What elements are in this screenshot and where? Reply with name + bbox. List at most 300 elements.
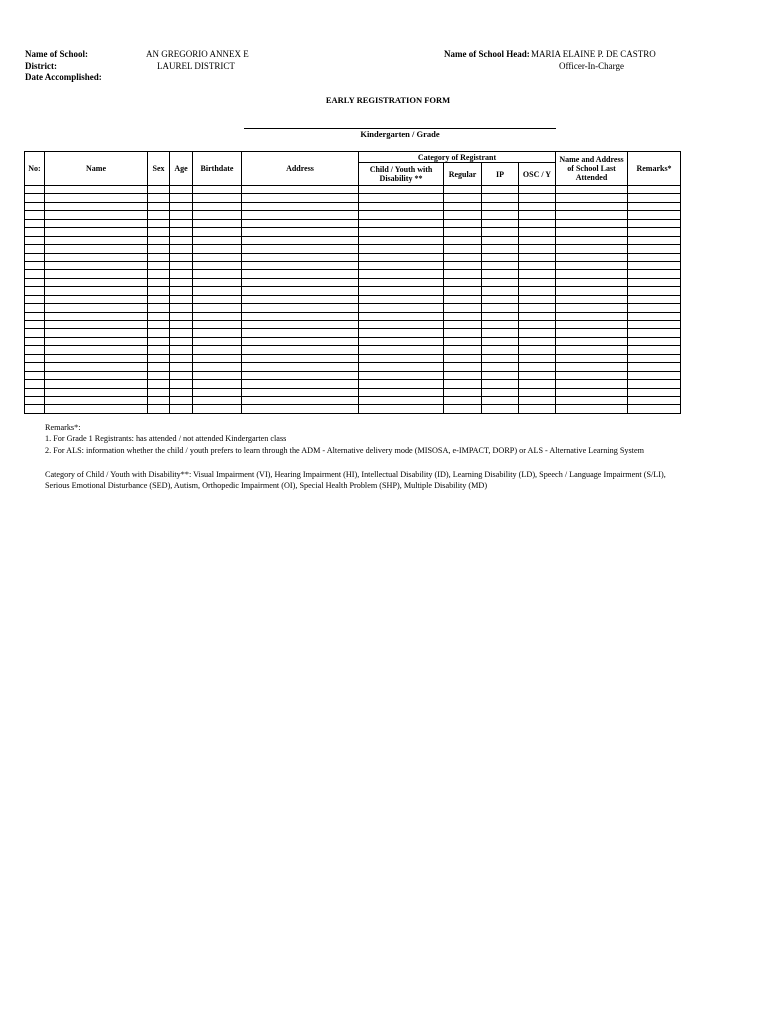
table-cell[interactable] — [242, 405, 359, 413]
table-cell[interactable] — [359, 354, 444, 362]
table-cell[interactable] — [628, 270, 681, 278]
table-cell[interactable] — [148, 321, 170, 329]
table-cell[interactable] — [556, 304, 628, 312]
table-cell[interactable] — [25, 346, 45, 354]
table-cell[interactable] — [556, 363, 628, 371]
table-cell[interactable] — [25, 278, 45, 286]
table-cell[interactable] — [193, 219, 242, 227]
table-cell[interactable] — [628, 312, 681, 320]
table-cell[interactable] — [359, 186, 444, 194]
table-cell[interactable] — [519, 270, 556, 278]
table-cell[interactable] — [170, 186, 193, 194]
table-cell[interactable] — [519, 261, 556, 269]
table-cell[interactable] — [519, 396, 556, 404]
table-cell[interactable] — [25, 304, 45, 312]
table-cell[interactable] — [482, 287, 519, 295]
table-cell[interactable] — [193, 396, 242, 404]
table-cell[interactable] — [556, 321, 628, 329]
table-cell[interactable] — [444, 194, 482, 202]
table-cell[interactable] — [359, 211, 444, 219]
table-cell[interactable] — [444, 253, 482, 261]
table-cell[interactable] — [482, 405, 519, 413]
table-cell[interactable] — [444, 211, 482, 219]
table-cell[interactable] — [170, 194, 193, 202]
table-cell[interactable] — [242, 354, 359, 362]
table-cell[interactable] — [519, 211, 556, 219]
table-cell[interactable] — [444, 396, 482, 404]
table-cell[interactable] — [25, 321, 45, 329]
table-cell[interactable] — [628, 245, 681, 253]
table-cell[interactable] — [556, 194, 628, 202]
table-cell[interactable] — [148, 312, 170, 320]
table-cell[interactable] — [170, 380, 193, 388]
table-cell[interactable] — [45, 261, 148, 269]
table-cell[interactable] — [359, 228, 444, 236]
table-cell[interactable] — [25, 236, 45, 244]
table-cell[interactable] — [170, 354, 193, 362]
table-cell[interactable] — [148, 186, 170, 194]
table-cell[interactable] — [359, 278, 444, 286]
table-cell[interactable] — [556, 371, 628, 379]
table-cell[interactable] — [45, 186, 148, 194]
table-cell[interactable] — [359, 321, 444, 329]
table-cell[interactable] — [359, 380, 444, 388]
table-cell[interactable] — [170, 388, 193, 396]
table-cell[interactable] — [519, 312, 556, 320]
table-cell[interactable] — [242, 278, 359, 286]
table-cell[interactable] — [628, 396, 681, 404]
table-cell[interactable] — [242, 329, 359, 337]
table-cell[interactable] — [242, 261, 359, 269]
table-cell[interactable] — [519, 388, 556, 396]
table-cell[interactable] — [193, 304, 242, 312]
table-cell[interactable] — [628, 405, 681, 413]
table-cell[interactable] — [482, 186, 519, 194]
table-cell[interactable] — [45, 321, 148, 329]
table-cell[interactable] — [519, 236, 556, 244]
table-cell[interactable] — [482, 261, 519, 269]
table-cell[interactable] — [193, 380, 242, 388]
table-cell[interactable] — [242, 186, 359, 194]
table-cell[interactable] — [359, 337, 444, 345]
table-cell[interactable] — [148, 211, 170, 219]
table-cell[interactable] — [170, 202, 193, 210]
table-cell[interactable] — [170, 236, 193, 244]
table-cell[interactable] — [45, 202, 148, 210]
table-cell[interactable] — [25, 194, 45, 202]
table-cell[interactable] — [519, 278, 556, 286]
table-cell[interactable] — [482, 371, 519, 379]
table-cell[interactable] — [628, 202, 681, 210]
table-cell[interactable] — [45, 253, 148, 261]
table-cell[interactable] — [193, 194, 242, 202]
table-cell[interactable] — [170, 337, 193, 345]
table-cell[interactable] — [482, 346, 519, 354]
table-cell[interactable] — [482, 337, 519, 345]
table-cell[interactable] — [482, 253, 519, 261]
table-cell[interactable] — [45, 211, 148, 219]
table-cell[interactable] — [193, 295, 242, 303]
table-cell[interactable] — [242, 194, 359, 202]
table-cell[interactable] — [519, 219, 556, 227]
table-cell[interactable] — [170, 228, 193, 236]
table-cell[interactable] — [482, 295, 519, 303]
table-cell[interactable] — [359, 312, 444, 320]
table-cell[interactable] — [444, 304, 482, 312]
table-cell[interactable] — [444, 363, 482, 371]
table-cell[interactable] — [148, 354, 170, 362]
table-cell[interactable] — [193, 186, 242, 194]
table-cell[interactable] — [519, 194, 556, 202]
table-cell[interactable] — [482, 270, 519, 278]
table-cell[interactable] — [628, 346, 681, 354]
table-cell[interactable] — [482, 354, 519, 362]
table-cell[interactable] — [170, 304, 193, 312]
table-cell[interactable] — [242, 211, 359, 219]
table-cell[interactable] — [444, 295, 482, 303]
table-cell[interactable] — [170, 261, 193, 269]
table-cell[interactable] — [556, 219, 628, 227]
table-cell[interactable] — [444, 329, 482, 337]
table-cell[interactable] — [628, 304, 681, 312]
table-cell[interactable] — [193, 371, 242, 379]
table-cell[interactable] — [628, 329, 681, 337]
table-cell[interactable] — [444, 219, 482, 227]
table-cell[interactable] — [444, 287, 482, 295]
table-cell[interactable] — [628, 211, 681, 219]
table-cell[interactable] — [193, 261, 242, 269]
table-cell[interactable] — [556, 261, 628, 269]
table-cell[interactable] — [45, 337, 148, 345]
table-cell[interactable] — [628, 194, 681, 202]
table-cell[interactable] — [444, 278, 482, 286]
table-cell[interactable] — [45, 245, 148, 253]
table-cell[interactable] — [45, 287, 148, 295]
table-cell[interactable] — [25, 261, 45, 269]
table-cell[interactable] — [556, 337, 628, 345]
table-cell[interactable] — [556, 253, 628, 261]
table-cell[interactable] — [444, 380, 482, 388]
table-cell[interactable] — [193, 270, 242, 278]
table-cell[interactable] — [45, 295, 148, 303]
table-cell[interactable] — [242, 363, 359, 371]
table-cell[interactable] — [148, 202, 170, 210]
table-cell[interactable] — [556, 211, 628, 219]
table-cell[interactable] — [148, 405, 170, 413]
table-cell[interactable] — [170, 371, 193, 379]
table-cell[interactable] — [45, 219, 148, 227]
table-cell[interactable] — [444, 337, 482, 345]
table-cell[interactable] — [193, 321, 242, 329]
table-cell[interactable] — [170, 270, 193, 278]
table-cell[interactable] — [25, 253, 45, 261]
table-cell[interactable] — [359, 253, 444, 261]
table-cell[interactable] — [170, 245, 193, 253]
table-cell[interactable] — [25, 228, 45, 236]
table-cell[interactable] — [628, 295, 681, 303]
table-cell[interactable] — [359, 245, 444, 253]
table-cell[interactable] — [193, 278, 242, 286]
table-cell[interactable] — [45, 363, 148, 371]
table-cell[interactable] — [148, 194, 170, 202]
table-cell[interactable] — [242, 236, 359, 244]
table-cell[interactable] — [482, 219, 519, 227]
table-cell[interactable] — [170, 295, 193, 303]
table-cell[interactable] — [45, 270, 148, 278]
table-cell[interactable] — [25, 388, 45, 396]
table-cell[interactable] — [45, 304, 148, 312]
table-cell[interactable] — [45, 194, 148, 202]
table-cell[interactable] — [148, 388, 170, 396]
table-cell[interactable] — [519, 321, 556, 329]
table-cell[interactable] — [444, 228, 482, 236]
table-cell[interactable] — [519, 228, 556, 236]
table-cell[interactable] — [45, 329, 148, 337]
table-cell[interactable] — [170, 329, 193, 337]
table-cell[interactable] — [482, 211, 519, 219]
table-cell[interactable] — [25, 186, 45, 194]
table-cell[interactable] — [556, 380, 628, 388]
table-cell[interactable] — [45, 278, 148, 286]
table-cell[interactable] — [193, 337, 242, 345]
table-cell[interactable] — [556, 287, 628, 295]
table-cell[interactable] — [556, 245, 628, 253]
table-cell[interactable] — [148, 219, 170, 227]
table-cell[interactable] — [170, 363, 193, 371]
table-cell[interactable] — [25, 396, 45, 404]
table-cell[interactable] — [242, 202, 359, 210]
table-cell[interactable] — [519, 186, 556, 194]
table-cell[interactable] — [556, 312, 628, 320]
table-cell[interactable] — [628, 278, 681, 286]
table-cell[interactable] — [628, 236, 681, 244]
table-cell[interactable] — [242, 270, 359, 278]
table-cell[interactable] — [148, 380, 170, 388]
table-cell[interactable] — [25, 329, 45, 337]
table-cell[interactable] — [25, 202, 45, 210]
table-cell[interactable] — [170, 396, 193, 404]
table-cell[interactable] — [482, 304, 519, 312]
table-cell[interactable] — [25, 380, 45, 388]
table-cell[interactable] — [242, 228, 359, 236]
table-cell[interactable] — [193, 236, 242, 244]
table-cell[interactable] — [25, 363, 45, 371]
table-cell[interactable] — [482, 245, 519, 253]
table-cell[interactable] — [170, 312, 193, 320]
table-cell[interactable] — [556, 270, 628, 278]
table-cell[interactable] — [482, 380, 519, 388]
table-cell[interactable] — [556, 295, 628, 303]
table-cell[interactable] — [519, 329, 556, 337]
table-cell[interactable] — [25, 312, 45, 320]
table-cell[interactable] — [482, 202, 519, 210]
table-cell[interactable] — [482, 228, 519, 236]
table-cell[interactable] — [359, 287, 444, 295]
table-cell[interactable] — [148, 329, 170, 337]
table-cell[interactable] — [193, 202, 242, 210]
table-cell[interactable] — [482, 388, 519, 396]
table-cell[interactable] — [359, 219, 444, 227]
table-cell[interactable] — [148, 253, 170, 261]
table-cell[interactable] — [25, 287, 45, 295]
table-cell[interactable] — [556, 405, 628, 413]
table-cell[interactable] — [556, 186, 628, 194]
table-cell[interactable] — [25, 354, 45, 362]
table-cell[interactable] — [242, 321, 359, 329]
table-cell[interactable] — [170, 211, 193, 219]
table-cell[interactable] — [482, 312, 519, 320]
table-cell[interactable] — [45, 371, 148, 379]
table-cell[interactable] — [628, 228, 681, 236]
table-cell[interactable] — [25, 405, 45, 413]
table-cell[interactable] — [242, 396, 359, 404]
table-cell[interactable] — [444, 245, 482, 253]
table-cell[interactable] — [628, 253, 681, 261]
table-cell[interactable] — [359, 405, 444, 413]
table-cell[interactable] — [25, 371, 45, 379]
table-cell[interactable] — [148, 371, 170, 379]
table-cell[interactable] — [359, 329, 444, 337]
table-cell[interactable] — [193, 253, 242, 261]
table-cell[interactable] — [148, 337, 170, 345]
table-cell[interactable] — [519, 380, 556, 388]
table-cell[interactable] — [45, 380, 148, 388]
table-cell[interactable] — [444, 354, 482, 362]
table-cell[interactable] — [170, 346, 193, 354]
table-cell[interactable] — [242, 219, 359, 227]
table-cell[interactable] — [148, 287, 170, 295]
table-cell[interactable] — [519, 287, 556, 295]
table-cell[interactable] — [556, 236, 628, 244]
table-cell[interactable] — [444, 186, 482, 194]
table-cell[interactable] — [482, 329, 519, 337]
table-cell[interactable] — [482, 363, 519, 371]
table-cell[interactable] — [45, 405, 148, 413]
table-cell[interactable] — [628, 219, 681, 227]
table-cell[interactable] — [556, 278, 628, 286]
table-cell[interactable] — [148, 396, 170, 404]
table-cell[interactable] — [628, 261, 681, 269]
table-cell[interactable] — [148, 261, 170, 269]
table-cell[interactable] — [170, 219, 193, 227]
table-cell[interactable] — [519, 346, 556, 354]
table-cell[interactable] — [25, 211, 45, 219]
table-cell[interactable] — [170, 253, 193, 261]
table-cell[interactable] — [556, 228, 628, 236]
table-cell[interactable] — [444, 346, 482, 354]
table-cell[interactable] — [45, 346, 148, 354]
table-cell[interactable] — [556, 396, 628, 404]
table-cell[interactable] — [628, 337, 681, 345]
table-cell[interactable] — [519, 337, 556, 345]
table-cell[interactable] — [148, 270, 170, 278]
table-cell[interactable] — [628, 380, 681, 388]
table-cell[interactable] — [45, 396, 148, 404]
table-cell[interactable] — [359, 388, 444, 396]
table-cell[interactable] — [482, 321, 519, 329]
table-cell[interactable] — [628, 388, 681, 396]
table-cell[interactable] — [242, 253, 359, 261]
table-cell[interactable] — [193, 388, 242, 396]
table-cell[interactable] — [148, 278, 170, 286]
table-cell[interactable] — [148, 236, 170, 244]
table-cell[interactable] — [45, 312, 148, 320]
table-cell[interactable] — [444, 312, 482, 320]
table-cell[interactable] — [193, 346, 242, 354]
table-cell[interactable] — [359, 396, 444, 404]
table-cell[interactable] — [193, 405, 242, 413]
table-cell[interactable] — [444, 236, 482, 244]
table-cell[interactable] — [359, 363, 444, 371]
table-cell[interactable] — [242, 337, 359, 345]
table-cell[interactable] — [148, 228, 170, 236]
table-cell[interactable] — [519, 295, 556, 303]
table-cell[interactable] — [519, 253, 556, 261]
table-cell[interactable] — [193, 329, 242, 337]
table-cell[interactable] — [556, 202, 628, 210]
table-cell[interactable] — [45, 388, 148, 396]
table-cell[interactable] — [359, 261, 444, 269]
table-cell[interactable] — [25, 245, 45, 253]
table-cell[interactable] — [628, 321, 681, 329]
table-cell[interactable] — [359, 295, 444, 303]
table-cell[interactable] — [628, 287, 681, 295]
table-cell[interactable] — [519, 304, 556, 312]
table-cell[interactable] — [193, 228, 242, 236]
table-cell[interactable] — [444, 202, 482, 210]
table-cell[interactable] — [444, 371, 482, 379]
table-cell[interactable] — [193, 211, 242, 219]
table-cell[interactable] — [444, 405, 482, 413]
table-cell[interactable] — [482, 396, 519, 404]
table-cell[interactable] — [359, 194, 444, 202]
table-cell[interactable] — [242, 287, 359, 295]
table-cell[interactable] — [193, 354, 242, 362]
table-cell[interactable] — [556, 388, 628, 396]
table-cell[interactable] — [148, 245, 170, 253]
table-cell[interactable] — [519, 405, 556, 413]
table-cell[interactable] — [45, 228, 148, 236]
table-cell[interactable] — [242, 312, 359, 320]
table-cell[interactable] — [628, 186, 681, 194]
table-cell[interactable] — [556, 346, 628, 354]
table-cell[interactable] — [242, 245, 359, 253]
table-cell[interactable] — [193, 363, 242, 371]
table-cell[interactable] — [148, 304, 170, 312]
table-cell[interactable] — [556, 354, 628, 362]
table-cell[interactable] — [519, 354, 556, 362]
table-cell[interactable] — [519, 202, 556, 210]
table-cell[interactable] — [25, 270, 45, 278]
table-cell[interactable] — [242, 346, 359, 354]
table-cell[interactable] — [242, 380, 359, 388]
table-cell[interactable] — [148, 346, 170, 354]
table-cell[interactable] — [193, 287, 242, 295]
table-cell[interactable] — [359, 270, 444, 278]
table-cell[interactable] — [148, 363, 170, 371]
table-cell[interactable] — [359, 202, 444, 210]
table-cell[interactable] — [628, 371, 681, 379]
table-cell[interactable] — [148, 295, 170, 303]
table-cell[interactable] — [444, 261, 482, 269]
table-cell[interactable] — [556, 329, 628, 337]
table-cell[interactable] — [45, 236, 148, 244]
table-cell[interactable] — [25, 337, 45, 345]
table-cell[interactable] — [170, 405, 193, 413]
table-cell[interactable] — [193, 245, 242, 253]
table-cell[interactable] — [482, 194, 519, 202]
table-cell[interactable] — [444, 388, 482, 396]
